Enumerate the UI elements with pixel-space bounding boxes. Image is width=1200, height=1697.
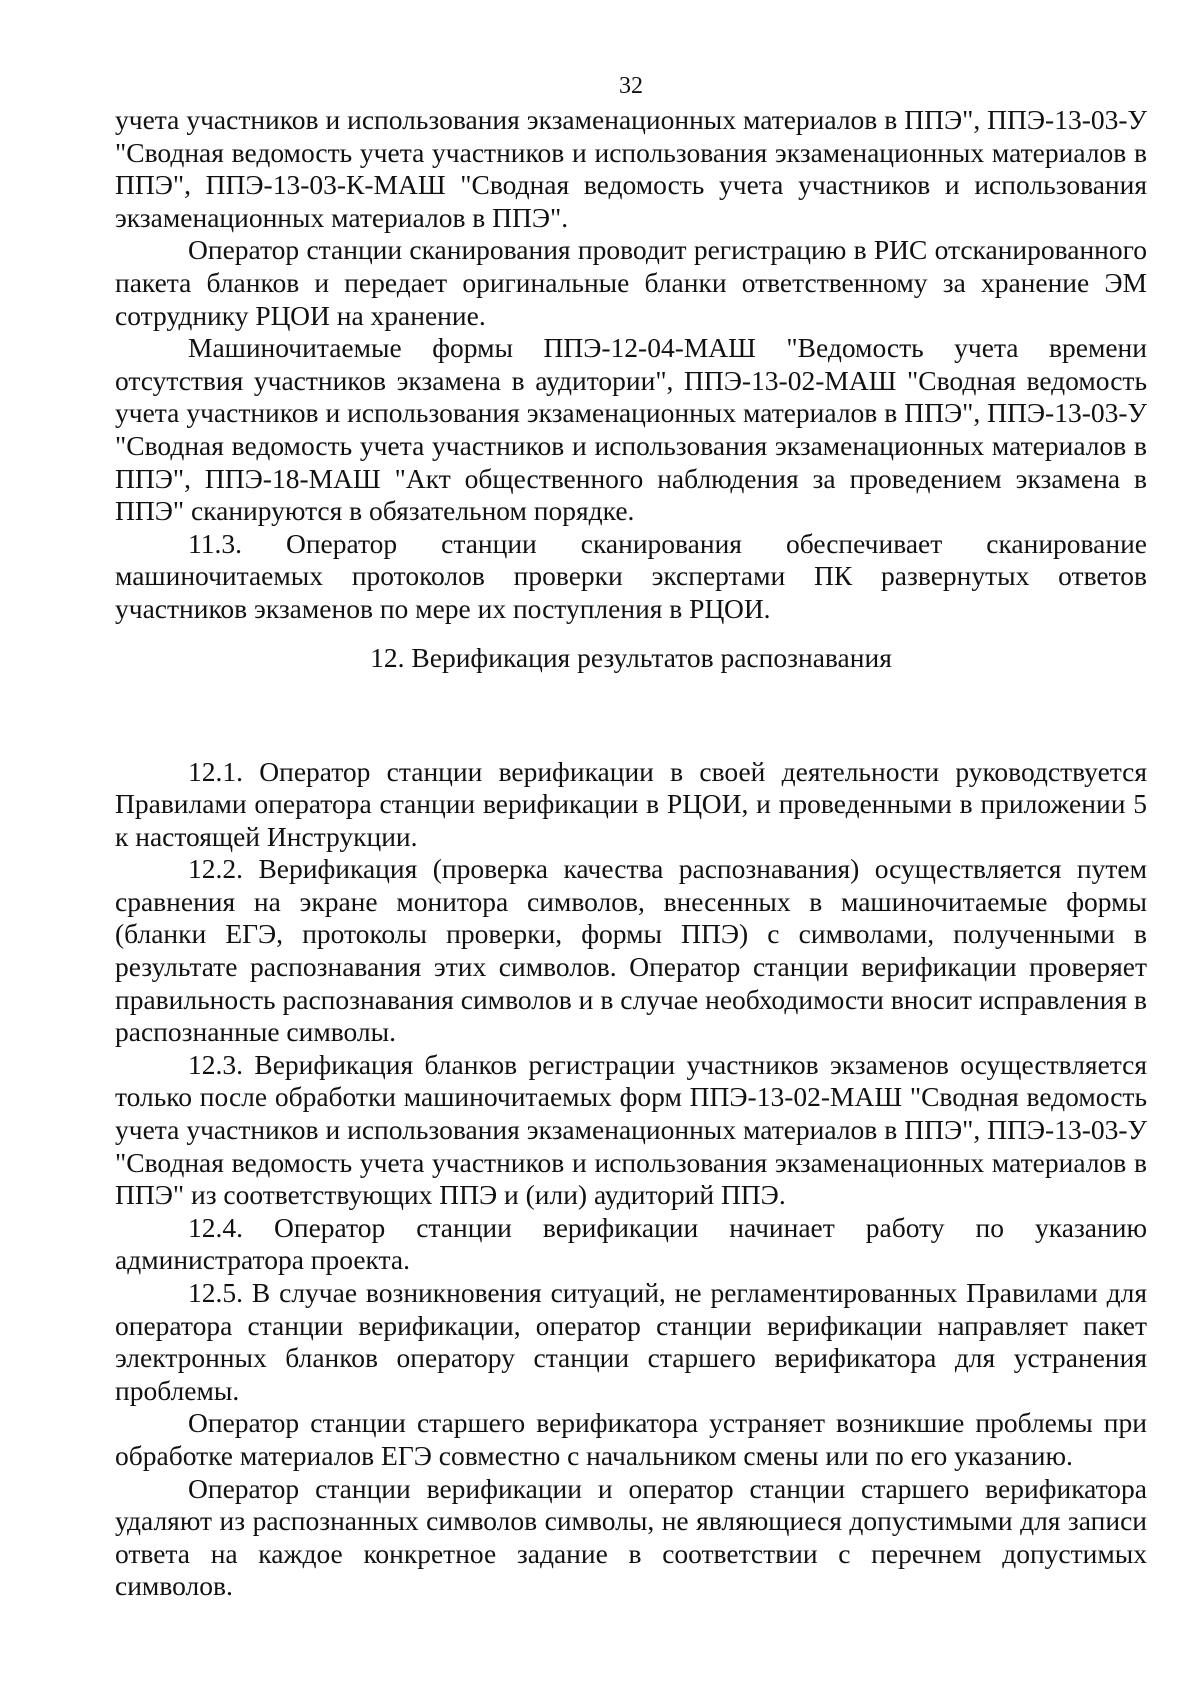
page-number: 32 bbox=[619, 73, 643, 99]
paragraph-machine-readable-forms: Машиночитаемые формы ППЭ-12-04-МАШ "Ведомость учета времени отсутствия участников экзамена в аудитории", ППЭ-13-02-МАШ "Сводная ведомость учета участников и использования экзаменационных материалов в ППЭ", ППЭ-13-03-У "Сводная ведомость учета участников и использования экзаменационных материалов в ППЭ", ППЭ-18-МАШ "Акт общественного наблюдения за проведением экзамена в ППЭ" сканируются в обязательном порядке. bbox=[115, 332, 1147, 527]
paragraph-12-1: 12.1. Оператор станции верификации в своей деятельности руководствуется Правилами оператора станции верификации в РЦОИ, и проведенными в приложении 5 к настоящей Инструкции. bbox=[115, 755, 1147, 852]
paragraph-continuation: учета участников и использования экзаменационных материалов в ППЭ", ППЭ-13-03-У "Сводная ведомость учета участников и использования экзаменационных материалов в ППЭ", ППЭ-13-03-К-МАШ "Сводная ведомость учета участников и использования экзаменационных материалов в ППЭ". bbox=[115, 104, 1147, 233]
paragraph-scan-registration: Оператор станции сканирования проводит регистрацию в РИС отсканированного пакета бланков и передает оригинальные бланки ответственному за хранение ЭМ сотруднику РЦОИ на хранение. bbox=[115, 234, 1147, 331]
paragraph-11-3: 11.3. Оператор станции сканирования обеспечивает сканирование машиночитаемых протоколов проверки экспертами ПК развернутых ответов участников экзаменов по мере их поступления в РЦОИ. bbox=[115, 527, 1147, 624]
section-heading-text: 12. Верификация результатов распознавания bbox=[370, 641, 892, 673]
paragraph-senior-verifier: Оператор станции старшего верификатора устраняет возникшие проблемы при обработке материалов ЕГЭ совместно с начальником смены или по его указанию. bbox=[115, 1407, 1147, 1471]
section-heading bbox=[115, 626, 1147, 756]
paragraph-12-4: 12.4. Оператор станции верификации начинает работу по указанию администратора проекта. bbox=[115, 1211, 1147, 1276]
paragraph-12-5: 12.5. В случае возникновения ситуаций, не регламентированных Правилами для оператора станции верификации, оператор станции верификации направляет пакет электронных бланков оператору станции старшего верификатора для устранения проблемы. bbox=[115, 1277, 1147, 1406]
paragraph-12-2: 12.2. Верификация (проверка качества распознавания) осуществляется путем сравнения на экране монитора символов, внесенных в машиночитаемые формы (бланки ЕГЭ, протоколы проверки, формы ППЭ) с символами, полученными в результате распознавания этих символов. Оператор станции верификации проверяет правильность распознавания символов и в случае необходимости вносит исправления в распознанные символы. bbox=[115, 853, 1147, 1048]
paragraph-12-3: 12.3. Верификация бланков регистрации участников экзаменов осуществляется только после обработки машиночитаемых форм ППЭ-13-02-МАШ "Сводная ведомость учета участников и использования экзаменационных материалов в ППЭ", ППЭ-13-03-У "Сводная ведомость учета участников и использования экзаменационных материалов в ППЭ" из соответствующих ППЭ и (или) аудиторий ППЭ. bbox=[115, 1048, 1147, 1211]
document-page bbox=[115, 70, 1147, 1603]
paragraph-invalid-symbols: Оператор станции верификации и оператор станции старшего верификатора удаляют из распознанных символов символы, не являющиеся допустимыми для записи ответа на каждое конкретное задание в соответствии с перечнем допустимых символов. bbox=[115, 1472, 1147, 1602]
